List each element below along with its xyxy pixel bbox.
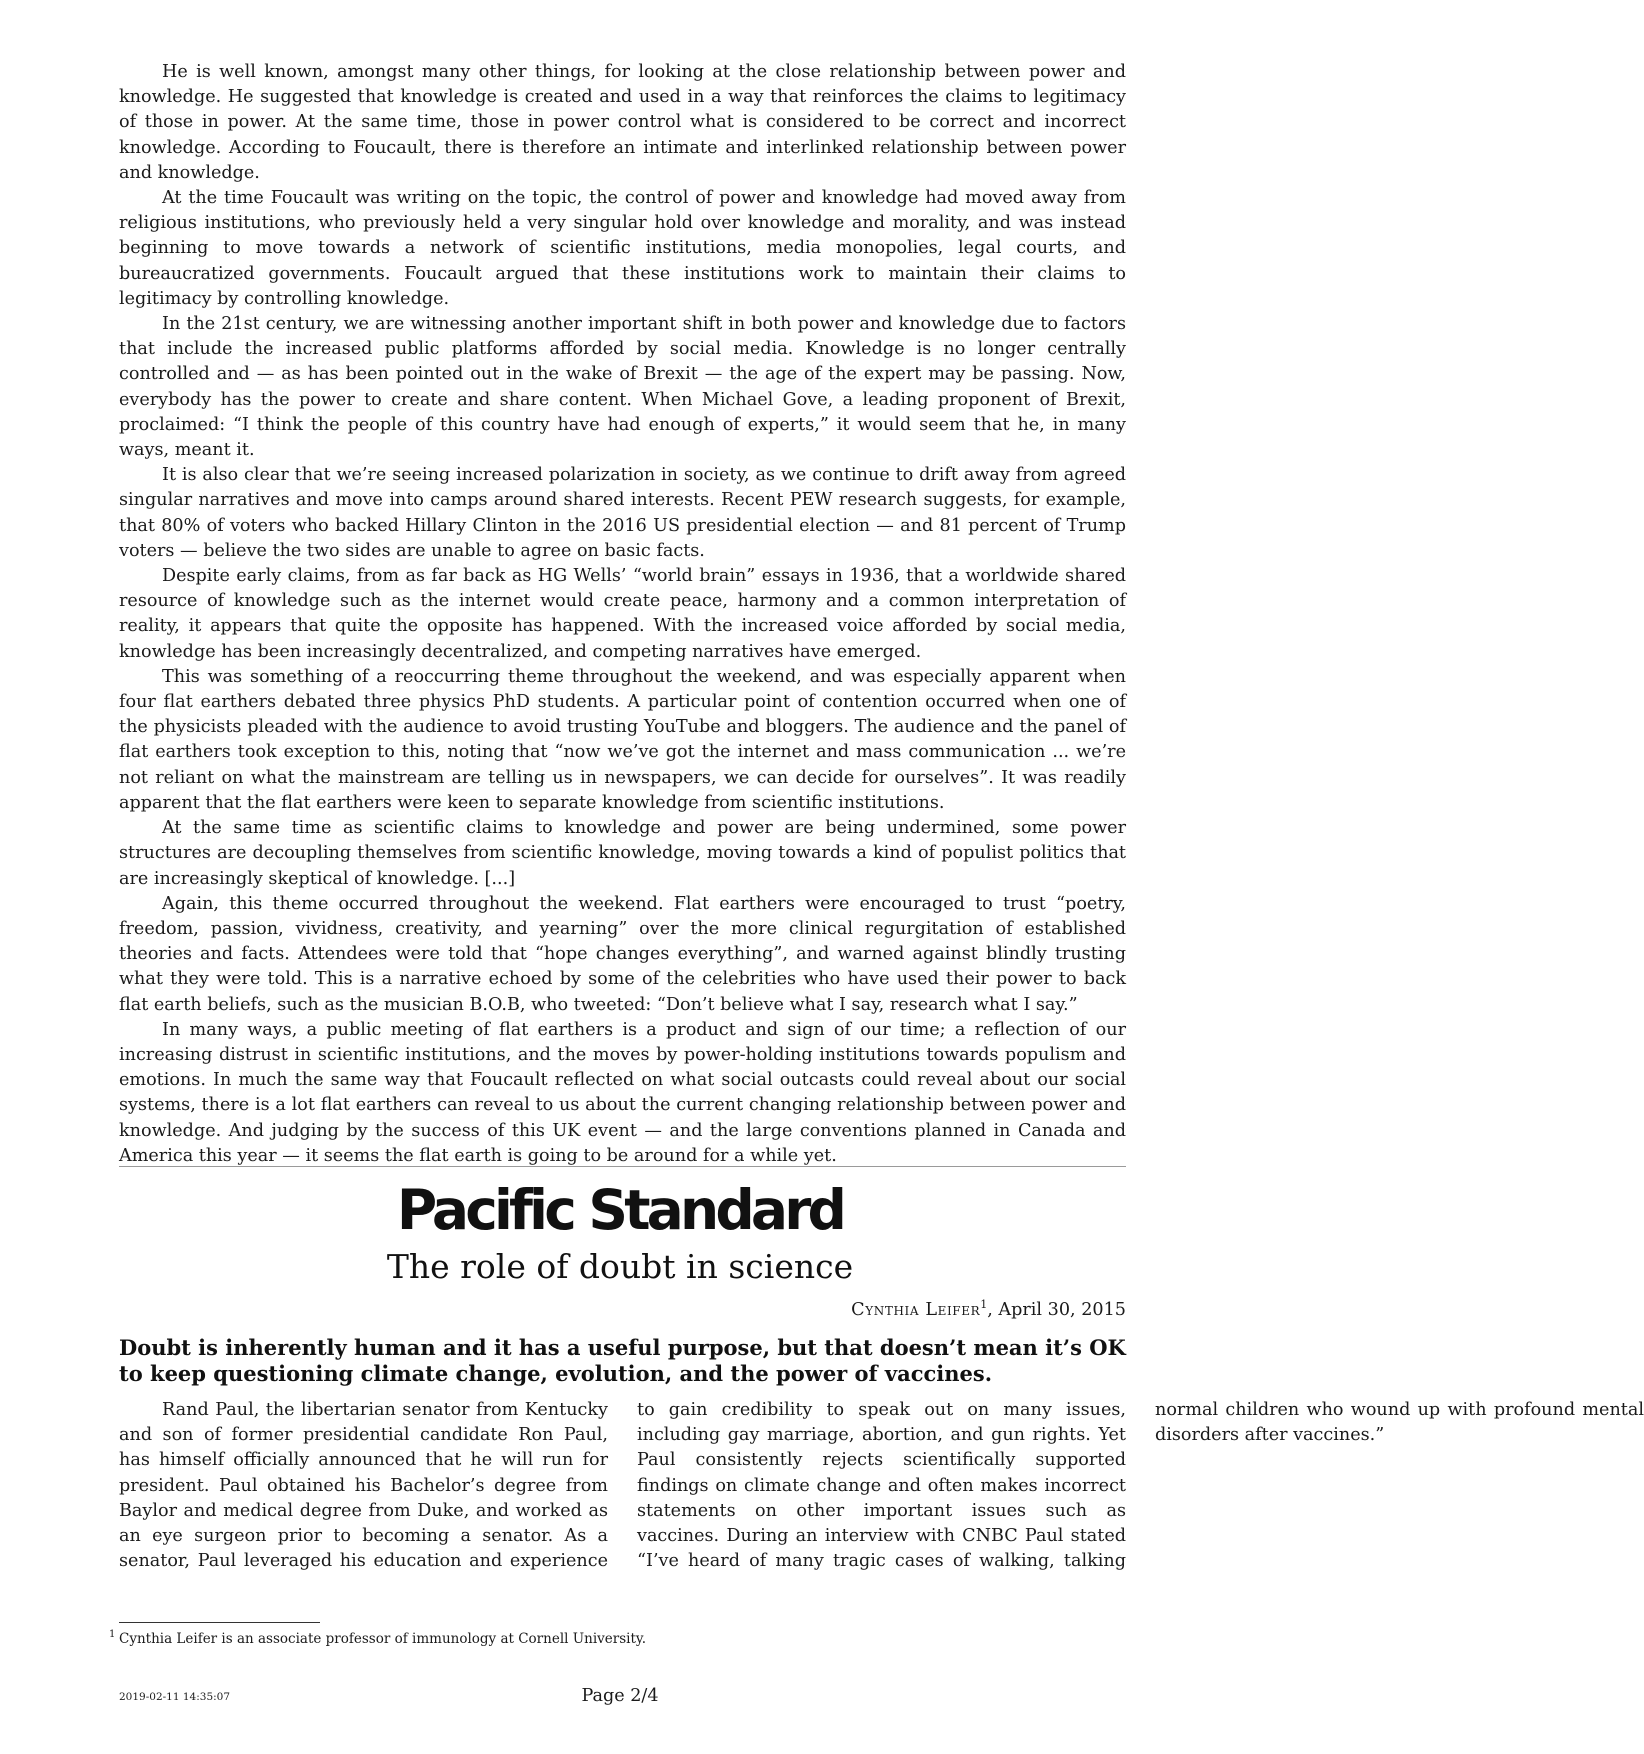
paragraph: In the 21st century, we are witnessing another important shift in both power and knowledge due to factors that include the increased public platforms afforded by social media. Knowledge is no longer centrally controlled and — as has been pointed out in the wake of Brexit — the age of the expert may be passing. Now, everybody has the power to create and share content. When Michael Gove, a leading proponent of Brexit, proclaimed: “I think the people of this country have had enough of experts,” it would seem that he, in many ways, meant it. — [119, 314, 1126, 461]
paragraph: It is also clear that we’re seeing increased polarization in society, as we continue to drift away from agreed singular narratives and move into camps around shared interests. Recent PEW research suggests, for example, that 80% of voters who backed Hillary Clinton in the 2016 US presidential election — and 81 percent of Trump voters — believe the two sides are unable to agree on basic facts. — [119, 465, 1126, 561]
page-number: Page 2/4 — [581, 1686, 659, 1706]
paragraph: Again, this theme occurred throughout the weekend. Flat earthers were encouraged to trust “poetry, freedom, passion, vividness, creativity, and yearning” over the more clinical regurgitation of established theories and facts. Attendees were told that “hope changes everything”, and warned against blindly trusting what they were told. This is a narrative echoed by some of the celebrities who have used their power to back flat earth beliefs, such as the musician B.O.B, who tweeted: “Don’t believe what I say, research what I say.” — [119, 893, 1126, 1015]
paragraph: At the same time as scientific claims to knowledge and power are being undermined, some power structures are decoupling themselves from scientific knowledge, moving towards a kind of populist politics that are increasingly skeptical of knowledge. [...] — [119, 818, 1126, 889]
paragraph: Rand Paul, the libertarian senator from Kentucky and son of former presidential candidate Ron Paul, has himself officially announced that he will run for president. Paul obtained his Bachelor’s degree from Baylor and medical degree from Duke, and worked as an eye surgeon prior to becoming a senator. As a senator, Paul leveraged his education and experience to gain credibility to speak out on many issues, including gay marriage, abortion, and gun rights. Yet Paul consistently rejects scientifically supported findings on climate change and often makes incorrect statements on other important issues such as vaccines. During an interview with CNBC Paul stated “I’ve heard of many tragic cases of walking, talking normal children who wound up with profound mental disorders after vaccines.” — [119, 1400, 1644, 1572]
publish-date: , April 30, 2015 — [987, 1299, 1126, 1320]
section-divider — [119, 1166, 1126, 1167]
paragraph: Despite early claims, from as far back as HG Wells’ “world brain” essays in 1936, that a worldwide shared resource of knowledge such as the internet would create peace, harmony and a common interpretation of reality, it appears that quite the opposite has happened. With the increased voice afforded by social media, knowledge has been increasingly decentralized, and competing narratives have emerged. — [119, 566, 1126, 662]
paragraph: He is well known, amongst many other things, for looking at the close relationship between power and knowledge. He suggested that knowledge is created and used in a way that reinforces the claims to legitimacy of those in power. At the same time, those in power control what is considered to be correct and incorrect knowledge. According to Foucault, there is therefore an intimate and interlinked relationship between power and knowledge. — [119, 62, 1126, 183]
footnote — [109, 1629, 647, 1648]
author-name: Cynthia Leifer — [851, 1299, 981, 1320]
footnote-marker: 1 — [980, 1298, 988, 1311]
article-columns — [119, 1398, 1644, 1578]
byline — [851, 1293, 1126, 1322]
footnote-number: 1 — [109, 1629, 116, 1640]
footnote-text: Cynthia Leifer is an associate professor of immunology at Cornell University. — [119, 1631, 647, 1647]
paragraph: This was something of a reoccurring theme throughout the weekend, and was especially apparent when four flat earthers debated three physics PhD students. A particular point of contention occurred when one of the physicists pleaded with the audience to avoid trusting YouTube and bloggers. The audience and the panel of flat earthers took exception to this, noting that “now we’ve got the internet and mass communication ... we’re not reliant on what the mainstream are telling us in newspapers, we can decide for ourselves”. It was readily apparent that the flat earthers were keen to separate knowledge from scientific institutions. — [119, 666, 1126, 813]
publication-logo: Pacific Standard — [396, 1178, 844, 1242]
article-body — [119, 60, 1126, 1169]
paragraph: In many ways, a public meeting of flat earthers is a product and sign of our time; a reflection of our increasing distrust in scientific institutions, and the moves by power-holding institutions towards populism and emotions. In much the same way that Foucault reflected on what social outcasts could reveal about our social systems, there is a lot flat earthers can reveal to us about the current changing relationship between power and knowledge. And judging by the success of this UK event — and the large conventions planned in Canada and America this year — it seems the flat earth is going to be around for a while yet. — [119, 1019, 1126, 1166]
article-subtitle: Doubt is inherently human and it has a useful purpose, but that doesn’t mean it’s OK to keep questioning climate change, evolution, and the power of vaccines. — [119, 1335, 1126, 1386]
paragraph: At the time Foucault was writing on the topic, the control of power and knowledge had moved away from religious institutions, who previously held a very singular hold over knowledge and morality, and was instead beginning to move towards a network of scientific institutions, media monopolies, legal courts, and bureaucratized governments. Foucault argued that these institutions work to maintain their claims to legitimacy by controlling knowledge. — [119, 188, 1126, 309]
article-title: The role of doubt in science — [386, 1247, 854, 1286]
print-timestamp: 2019-02-11 14:35:07 — [119, 1691, 231, 1703]
footnote-divider — [119, 1622, 320, 1623]
